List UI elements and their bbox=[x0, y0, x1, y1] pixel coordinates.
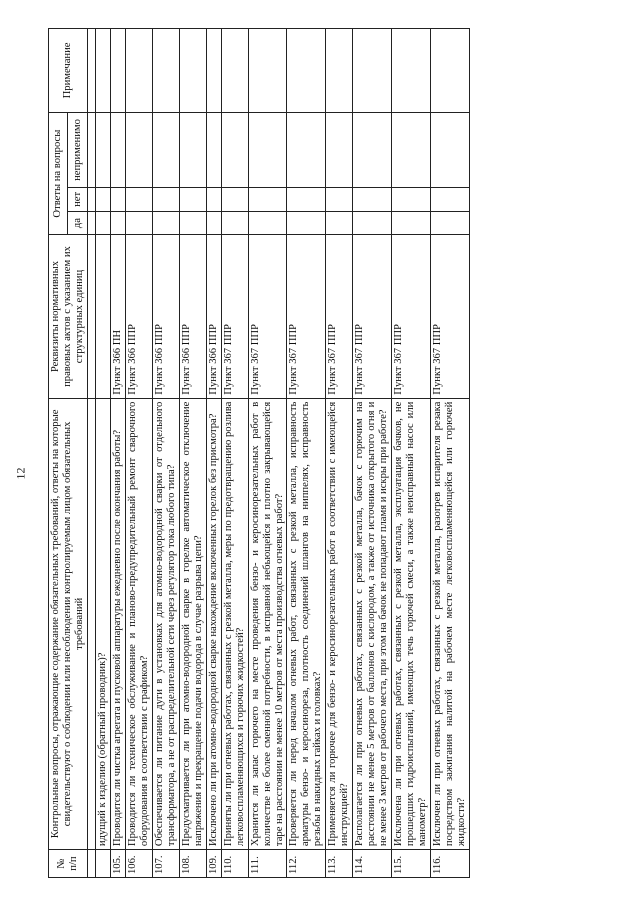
row-reference: Пункт 366 ППР bbox=[206, 235, 221, 398]
answer-yes-cell[interactable] bbox=[206, 211, 221, 235]
answer-no-cell[interactable] bbox=[248, 188, 287, 212]
row-question: Проводится ли чистка агрегата и пусковой аппаратуры ежедневно после окончания работы? bbox=[110, 398, 125, 849]
row-question: Применяется ли горючее для бензо- и керосинорезательных работ в соответствии с имеющейся инструкцией? bbox=[326, 398, 353, 849]
row-number: 112. bbox=[287, 850, 326, 878]
header-reference: Реквизиты нормативных правовых актов с указанием их структурных единиц bbox=[49, 235, 88, 398]
answer-yes-cell[interactable] bbox=[326, 211, 353, 235]
header-answers: Ответы на вопросы bbox=[49, 112, 68, 235]
row-number: 109. bbox=[206, 850, 221, 878]
header-na: неприменимо bbox=[68, 112, 87, 187]
row-number: 113. bbox=[326, 850, 353, 878]
row-reference: Пункт 367 ППР bbox=[248, 235, 287, 398]
row-reference: Пункт 367 ППР bbox=[392, 235, 431, 398]
answer-na-cell[interactable] bbox=[248, 112, 287, 187]
row-number: 106. bbox=[125, 850, 152, 878]
row-question: Обеспечивается ли питание дуги в установках для атомно-водородной сварки от отдельного трансформатора, а не от распределительной сети через регулятор тока любого типа? bbox=[152, 398, 179, 849]
answer-na-cell[interactable] bbox=[392, 112, 431, 187]
answer-no-cell[interactable] bbox=[221, 188, 248, 212]
header-yes: да bbox=[68, 211, 87, 235]
header-no: нет bbox=[68, 188, 87, 212]
row-question: Проверяется ли перед началом огневых работ, связанных с резкой металла, исправность арматуры бензо- и керосинореза, плотность соединений шлангов на ниппелях, исправность резьбы в накидных гайках и головках? bbox=[287, 398, 326, 849]
row-question: Хранится ли запас горючего на месте проведения бензо- и керосинорезательных работ в количестве не более сменной потребности, в исправной небьющейся и плотно закрывающейся таре на расстоянии не менее 10 метров от места производства огневых работ? bbox=[248, 398, 287, 849]
row-question: Приняты ли при огневых работах, связанных с резкой металла, меры по предотвращению розлива легковоспламеняющихся и горючих жидкостей? bbox=[221, 398, 248, 849]
answer-na-cell[interactable] bbox=[221, 112, 248, 187]
answer-na-cell[interactable] bbox=[431, 112, 470, 187]
answer-no-cell[interactable] bbox=[287, 188, 326, 212]
continuation-text: идущий к изделию (обратный проводник)? bbox=[95, 398, 110, 849]
answer-na-cell[interactable] bbox=[353, 112, 392, 187]
table-row bbox=[110, 29, 125, 878]
row-reference: Пункт 366 ППР bbox=[125, 235, 152, 398]
note-cell[interactable] bbox=[206, 29, 221, 113]
row-number: 105. bbox=[110, 850, 125, 878]
page-number: 12 bbox=[13, 467, 28, 480]
note-cell[interactable] bbox=[152, 29, 179, 113]
answer-no-cell[interactable] bbox=[392, 188, 431, 212]
answer-yes-cell[interactable] bbox=[221, 211, 248, 235]
continuation-row bbox=[95, 29, 110, 878]
checklist-table bbox=[48, 28, 470, 878]
answer-no-cell[interactable] bbox=[353, 188, 392, 212]
note-cell[interactable] bbox=[248, 29, 287, 113]
note-cell[interactable] bbox=[221, 29, 248, 113]
answer-yes-cell[interactable] bbox=[287, 211, 326, 235]
answer-yes-cell[interactable] bbox=[392, 211, 431, 235]
table-header-row bbox=[49, 29, 68, 878]
header-note: Примечание bbox=[49, 29, 88, 113]
table-row bbox=[221, 29, 248, 878]
row-number: 108. bbox=[179, 850, 206, 878]
row-number: 115. bbox=[392, 850, 431, 878]
answer-no-cell[interactable] bbox=[206, 188, 221, 212]
row-question: Исключена ли при огневых работах, связанных с резкой металла, эксплуатация бачков, не прошедших гидроиспытаний, имеющих течь горючей смеси, а также неисправный насос или манометр? bbox=[392, 398, 431, 849]
answer-yes-cell[interactable] bbox=[248, 211, 287, 235]
row-question: Исключен ли при огневых работах, связанных с резкой металла, разогрев испарителя резака посредством зажигания налитой на рабочем месте легковоспламеняющейся или горючей жидкости? bbox=[431, 398, 470, 849]
answer-yes-cell[interactable] bbox=[125, 211, 152, 235]
answer-na-cell[interactable] bbox=[326, 112, 353, 187]
row-reference: Пункт 367 ППР bbox=[287, 235, 326, 398]
table-row bbox=[125, 29, 152, 878]
row-question: Предусматривается ли при атомно-водородной сварке в горелке автоматическое отключение напряжения и прекращение подачи водорода в случае разрыва цепи? bbox=[179, 398, 206, 849]
table-row bbox=[248, 29, 287, 878]
row-number: 110. bbox=[221, 850, 248, 878]
answer-no-cell[interactable] bbox=[431, 188, 470, 212]
row-reference: Пункт 367 ППР bbox=[221, 235, 248, 398]
header-question: Контрольные вопросы, отражающие содержание обязательных требований, ответы на которые свидетельствуют о соблюдении или несоблюдении контролируемым лицом обязательных требований bbox=[49, 398, 88, 849]
note-cell[interactable] bbox=[287, 29, 326, 113]
answer-yes-cell[interactable] bbox=[353, 211, 392, 235]
table-row bbox=[431, 29, 470, 878]
answer-na-cell[interactable] bbox=[152, 112, 179, 187]
note-cell[interactable] bbox=[353, 29, 392, 113]
answer-no-cell[interactable] bbox=[125, 188, 152, 212]
row-reference: Пункт 366 ППР bbox=[152, 235, 179, 398]
answer-no-cell[interactable] bbox=[179, 188, 206, 212]
row-question: Исключено ли при атомно-водородной сварке нахождение включенных горелок без присмотра? bbox=[206, 398, 221, 849]
table-row bbox=[326, 29, 353, 878]
row-reference: Пункт 367 ППР bbox=[431, 235, 470, 398]
row-reference: Пункт 366 ПН bbox=[110, 235, 125, 398]
row-reference: Пункт 367 ППР bbox=[353, 235, 392, 398]
answer-yes-cell[interactable] bbox=[152, 211, 179, 235]
answer-yes-cell[interactable] bbox=[179, 211, 206, 235]
note-cell[interactable] bbox=[392, 29, 431, 113]
answer-yes-cell[interactable] bbox=[110, 211, 125, 235]
table-row bbox=[353, 29, 392, 878]
answer-na-cell[interactable] bbox=[287, 112, 326, 187]
note-cell[interactable] bbox=[125, 29, 152, 113]
answer-na-cell[interactable] bbox=[179, 112, 206, 187]
row-number: 107. bbox=[152, 850, 179, 878]
row-reference: Пункт 366 ППР bbox=[179, 235, 206, 398]
note-cell[interactable] bbox=[326, 29, 353, 113]
header-num: № п/п bbox=[49, 850, 88, 878]
table-row bbox=[287, 29, 326, 878]
row-reference: Пункт 367 ППР bbox=[326, 235, 353, 398]
note-cell[interactable] bbox=[110, 29, 125, 113]
table-row bbox=[152, 29, 179, 878]
row-question: Располагается ли при огневых работах, связанных с резкой металла, бачок с горючим на расстоянии не менее 5 метров от баллонов с кислородом, а также от источника открытого огня и не менее 3 метров от рабочего места, при этом на бачок не попадают пламя и искры при работе? bbox=[353, 398, 392, 849]
table-row bbox=[206, 29, 221, 878]
row-number: 114. bbox=[353, 850, 392, 878]
row-number: 116. bbox=[431, 850, 470, 878]
answer-yes-cell[interactable] bbox=[431, 211, 470, 235]
table-row bbox=[392, 29, 431, 878]
table-row bbox=[179, 29, 206, 878]
row-question: Проводится ли техническое обслуживание и планово-предупредительный ремонт сварочного оборудования в соответствии с графиком? bbox=[125, 398, 152, 849]
answer-na-cell[interactable] bbox=[110, 112, 125, 187]
spacer-row bbox=[87, 29, 95, 878]
note-cell[interactable] bbox=[431, 29, 470, 113]
answer-no-cell[interactable] bbox=[152, 188, 179, 212]
answer-no-cell[interactable] bbox=[326, 188, 353, 212]
note-cell[interactable] bbox=[179, 29, 206, 113]
row-number: 111. bbox=[248, 850, 287, 878]
answer-na-cell[interactable] bbox=[125, 112, 152, 187]
answer-no-cell[interactable] bbox=[110, 188, 125, 212]
rotated-page bbox=[48, 28, 630, 878]
answer-na-cell[interactable] bbox=[206, 112, 221, 187]
